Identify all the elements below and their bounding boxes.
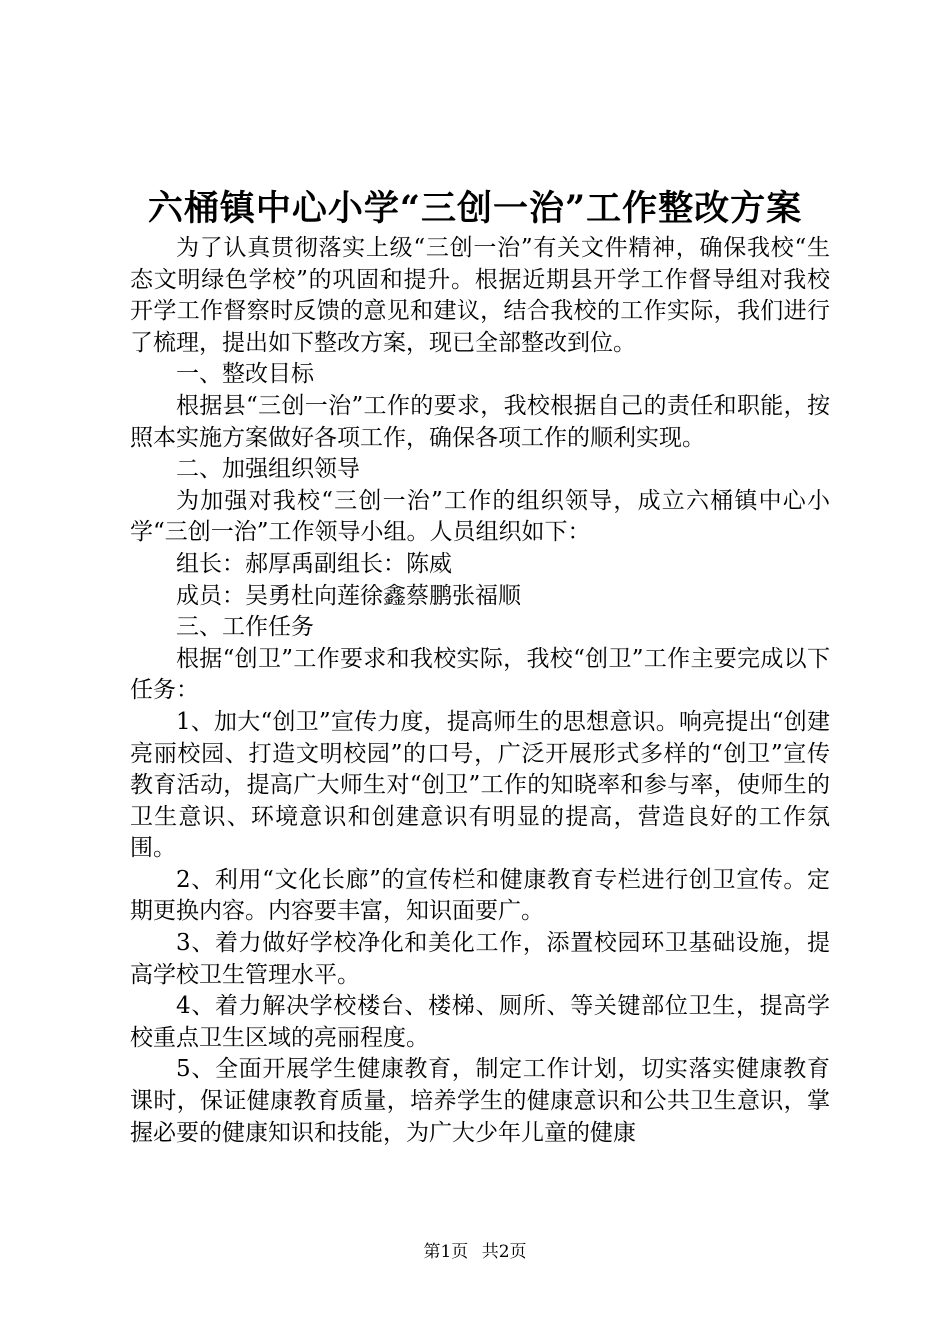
task-item-2: 2、利用“文化长廊”的宣传栏和健康教育专栏进行创卫宣传。定期更换内容。内容要丰富，知识面要广。	[130, 866, 830, 925]
page-total: 共2页	[481, 1242, 527, 1262]
section-heading-2: 二、加强组织领导	[176, 456, 360, 483]
task-item-3: 3、着力做好学校净化和美化工作，添置校园环卫基础设施，提高学校卫生管理水平。	[130, 930, 830, 988]
document-body	[130, 233, 830, 1149]
section-heading-3: 三、工作任务	[176, 614, 314, 641]
paragraph-organization: 为加强对我校“三创一治”工作的组织领导，成立六桶镇中心小学“三创一治”工作领导小组。人员组织如下：	[130, 487, 830, 546]
page-number: 第1页	[423, 1242, 469, 1262]
paragraph-members: 成员：吴勇杜向莲徐鑫蔡鹏张福顺	[176, 582, 521, 609]
section-heading-1: 一、整改目标	[176, 361, 314, 388]
document-title: 六桶镇中心小学“三创一治”工作整改方案	[147, 188, 803, 229]
paragraph-intro: 为了认真贯彻落实上级“三创一治”有关文件精神，确保我校“生态文明绿色学校”的巩固和提升。根据近期县开学工作督导组对我校开学工作督察时反馈的意见和建议，结合我校的工作实际，我们进行了梳理，提出如下整改方案，现已全部整改到位。	[130, 235, 830, 356]
task-item-1: 1、加大“创卫”宣传力度，提高师生的思想意识。响亮提出“创建亮丽校园、打造文明校园”的口号，广泛开展形式多样的“创卫”宣传教育活动，提高广大师生对“创卫”工作的知晓率和参与率，使师生的卫生意识、环境意识和创建意识有明显的提高，营造良好的工作氛围。	[130, 708, 830, 862]
paragraph-tasks-intro: 根据“创卫”工作要求和我校实际，我校“创卫”工作主要完成以下任务：	[130, 645, 830, 704]
paragraph-goal: 根据县“三创一治”工作的要求，我校根据自己的责任和职能，按照本实施方案做好各项工作，确保各项工作的顺利实现。	[130, 392, 830, 451]
task-item-4: 4、着力解决学校楼台、楼梯、厕所、等关键部位卫生，提高学校重点卫生区域的亮丽程度。	[130, 993, 830, 1051]
task-item-5: 5、全面开展学生健康教育，制定工作计划，切实落实健康教育课时，保证健康教育质量，培养学生的健康意识和公共卫生意识，掌握必要的健康知识和技能，为广大少年儿童的健康	[130, 1056, 830, 1146]
paragraph-leaders: 组长：郝厚禹副组长：陈威	[176, 550, 452, 577]
page-footer	[0, 1240, 950, 1264]
